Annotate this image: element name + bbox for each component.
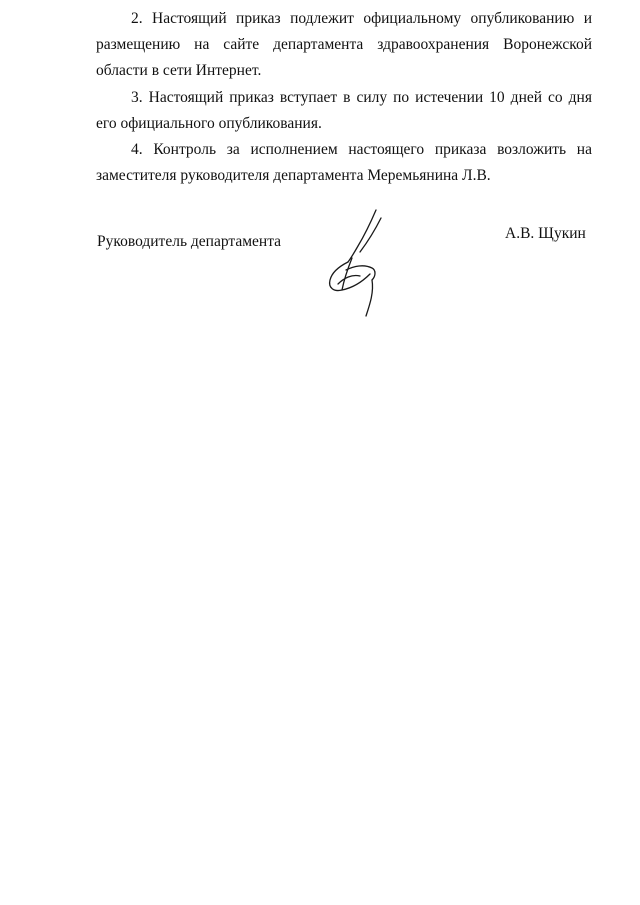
signatory-position: Руководитель департамента bbox=[97, 233, 282, 250]
signatory-name: А.В. Щукин bbox=[505, 225, 586, 242]
paragraph-3: 3. Настоящий приказ вступает в силу по истечении 10 дней со дня его официального опубликования. bbox=[96, 89, 592, 132]
handwritten-signature bbox=[318, 206, 388, 318]
paragraph-2: 2. Настоящий приказ подлежит официальному опубликованию и размещению на сайте департамента здравоохранения Воронежской области в сети Интернет. bbox=[96, 10, 592, 79]
paragraph-4: 4. Контроль за исполнением настоящего приказа возложить на заместителя руководителя департамента Меремьянина Л.В. bbox=[96, 141, 592, 184]
